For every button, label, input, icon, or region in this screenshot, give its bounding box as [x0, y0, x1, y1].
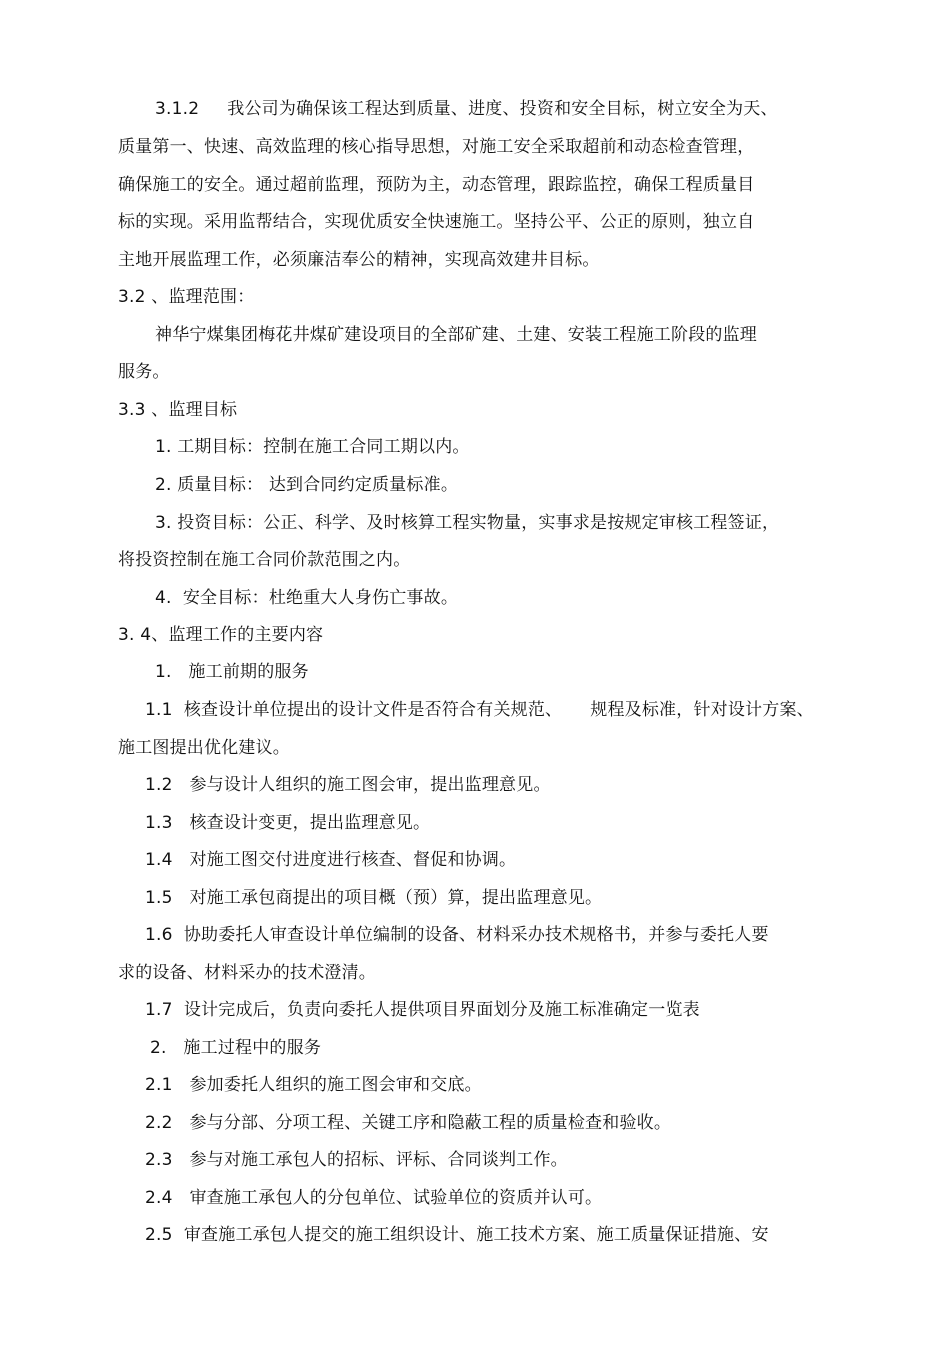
- subsection-heading: 1. 施工前期的服务: [155, 662, 309, 682]
- paragraph-line: 主地开展监理工作，必须廉洁奉公的精神，实现高效建井目标。: [118, 250, 600, 270]
- list-item: 1.2 参与设计人组织的施工图会审，提出监理意见。: [145, 775, 551, 795]
- list-item: 1.5 对施工承包商提出的项目概（预）算，提出监理意见。: [145, 888, 603, 908]
- list-item: 2. 质量目标： 达到合同约定质量标准。: [155, 475, 459, 495]
- list-item: 2.4 审查施工承包人的分包单位、试验单位的资质并认可。: [145, 1188, 603, 1208]
- list-item: 1.4 对施工图交付进度进行核查、督促和协调。: [145, 850, 517, 870]
- list-item: 1.1 核查设计单位提出的设计文件是否符合有关规范、 规程及标准，针对设计方案、: [145, 700, 814, 720]
- list-item: 1.6 协助委托人审查设计单位编制的设备、材料采办技术规格书，并参与委托人要: [145, 925, 769, 945]
- section-heading: 3.3 、监理目标: [118, 400, 238, 420]
- list-item: 1. 工期目标：控制在施工合同工期以内。: [155, 437, 470, 457]
- list-item: 2.2 参与分部、分项工程、关键工序和隐蔽工程的质量检查和验收。: [145, 1113, 672, 1133]
- paragraph-line: 标的实现。采用监帮结合，实现优质安全快速施工。坚持公平、公正的原则，独立自: [118, 212, 755, 232]
- paragraph-line: 质量第一、快速、高效监理的核心指导思想，对施工安全采取超前和动态检查管理，: [118, 137, 755, 157]
- list-item: 2.5 审查施工承包人提交的施工组织设计、施工技术方案、施工质量保证措施、安: [145, 1225, 769, 1245]
- section-heading: 3. 4、监理工作的主要内容: [118, 625, 324, 645]
- list-item: 1.3 核查设计变更，提出监理意见。: [145, 813, 431, 833]
- paragraph-line: 服务。: [118, 362, 170, 382]
- paragraph-line: 求的设备、材料采办的技术澄清。: [118, 963, 376, 983]
- list-item: 1.7 设计完成后，负责向委托人提供项目界面划分及施工标准确定一览表: [145, 1000, 700, 1020]
- paragraph-line: 施工图提出优化建议。: [118, 738, 290, 758]
- paragraph-line: 神华宁煤集团梅花井煤矿建设项目的全部矿建、土建、安装工程施工阶段的监理: [155, 325, 757, 345]
- list-item: 3. 投资目标：公正、科学、及时核算工程实物量，实事求是按规定审核工程签证，: [155, 513, 780, 533]
- paragraph-line: 3.1.2 我公司为确保该工程达到质量、进度、投资和安全目标，树立安全为天、: [155, 99, 778, 119]
- list-item: 2.3 参与对施工承包人的招标、评标、合同谈判工作。: [145, 1150, 568, 1170]
- paragraph-line: 确保施工的安全。通过超前监理，预防为主，动态管理，跟踪监控，确保工程质量目: [118, 175, 755, 195]
- section-heading: 3.2 、监理范围：: [118, 287, 255, 307]
- list-item: 4. 安全目标：杜绝重大人身伤亡事故。: [155, 588, 459, 608]
- subsection-heading: 2. 施工过程中的服务: [150, 1038, 322, 1058]
- list-item: 2.1 参加委托人组织的施工图会审和交底。: [145, 1075, 482, 1095]
- paragraph-line: 将投资控制在施工合同价款范围之内。: [118, 550, 411, 570]
